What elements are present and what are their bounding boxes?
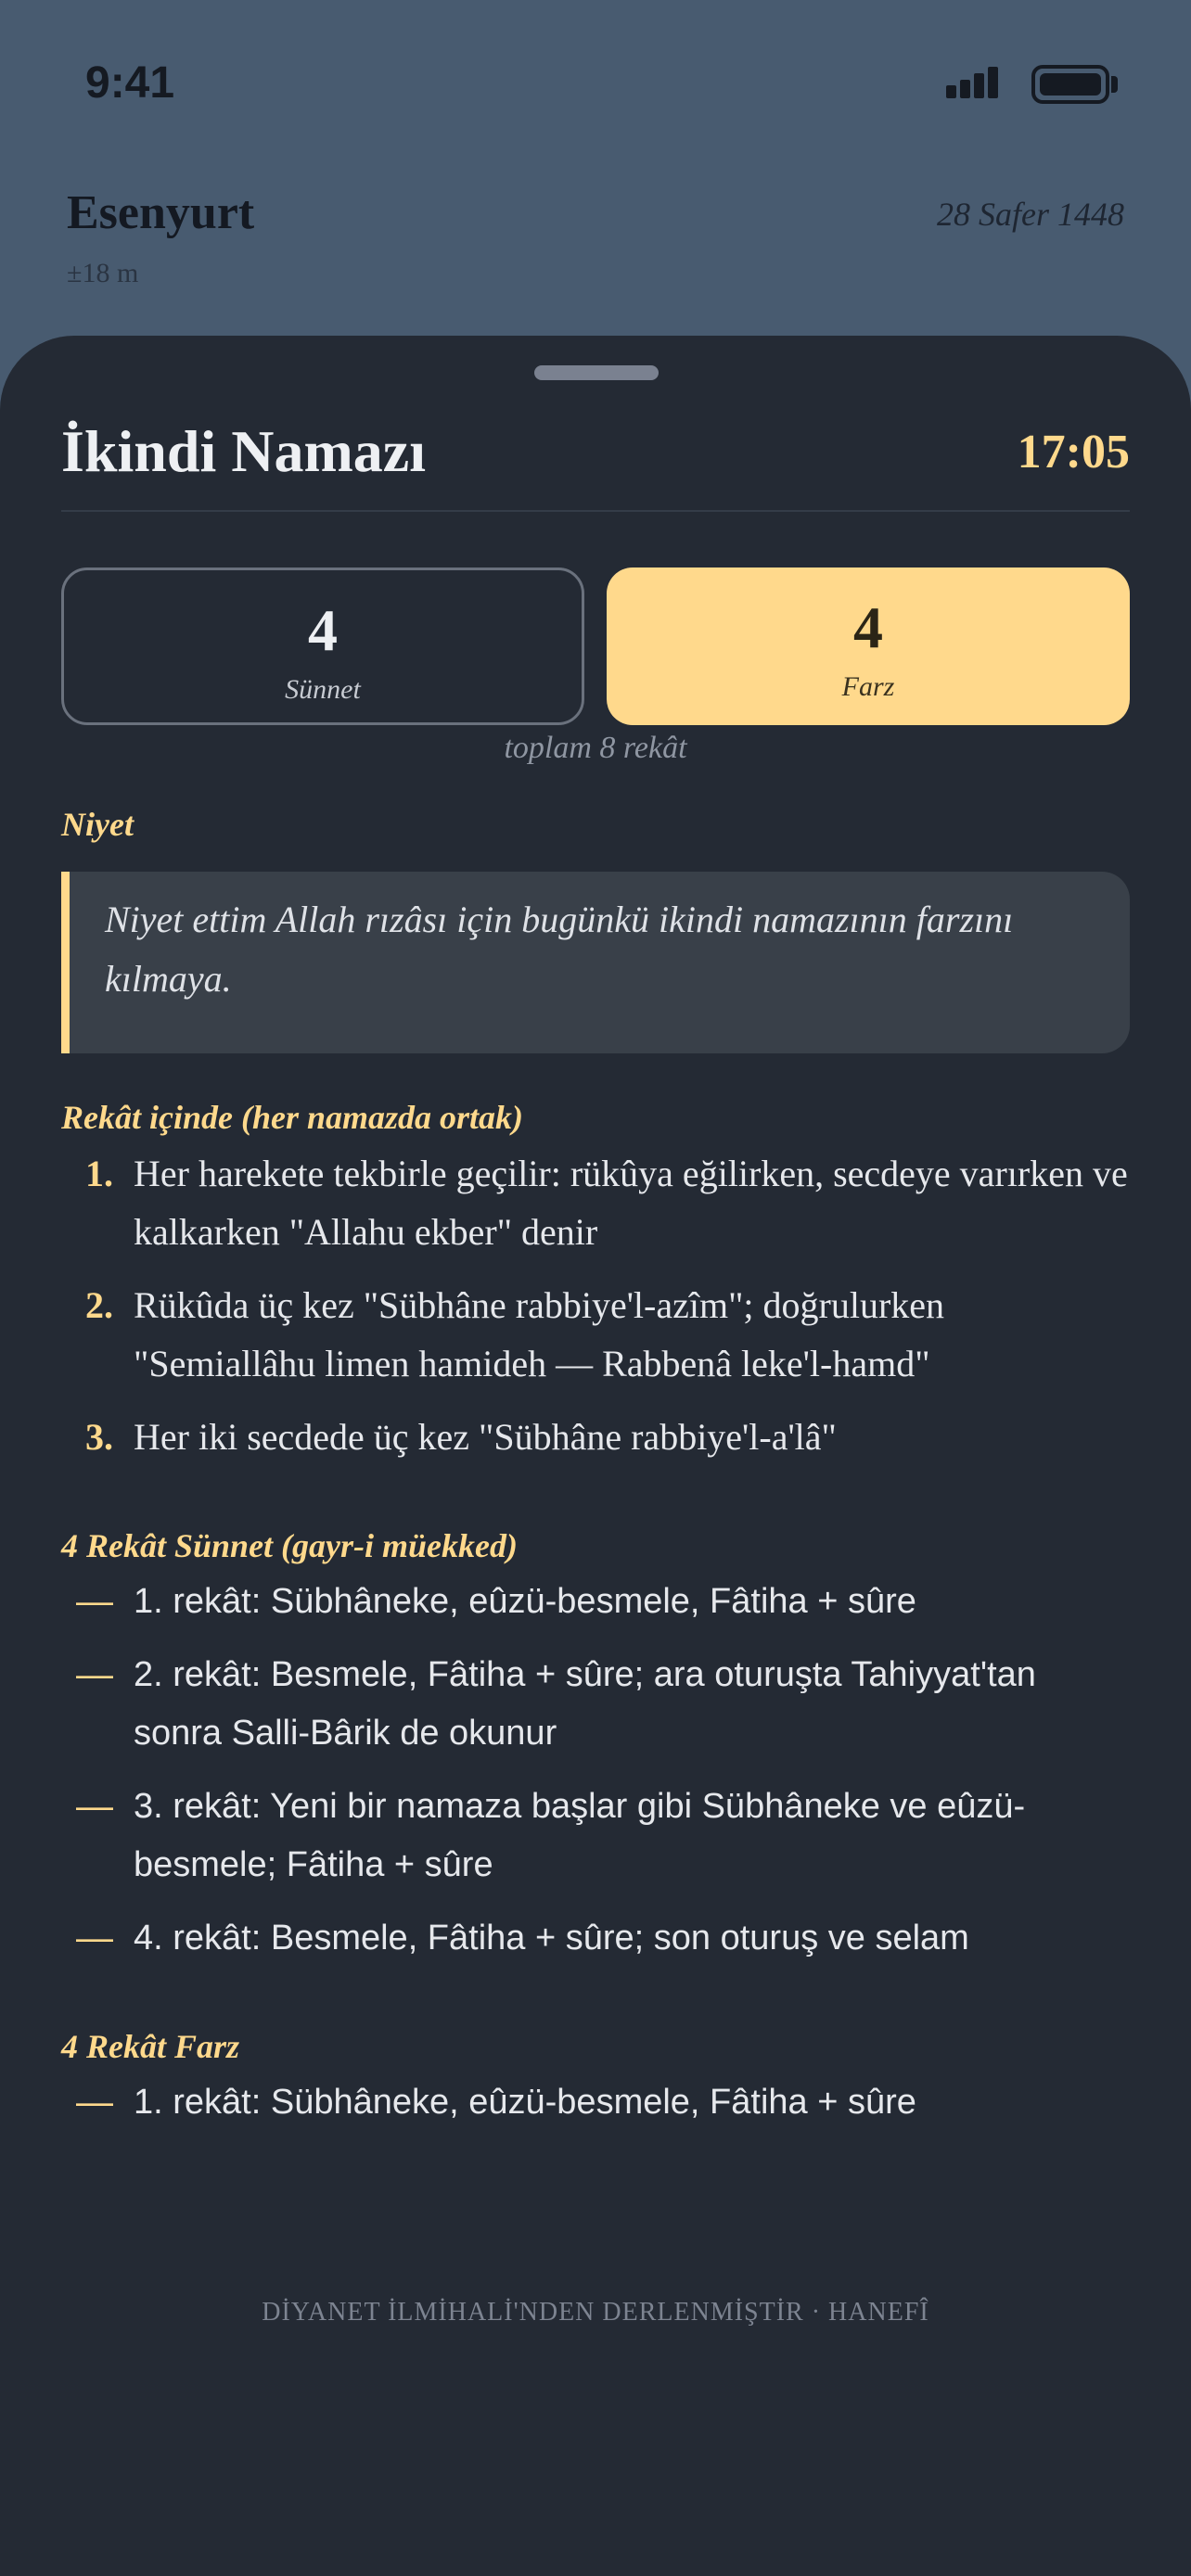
prayer-title: İkindi Namazı (61, 418, 426, 484)
sheet-grabber-handle[interactable] (534, 365, 659, 380)
prayer-time: 17:05 (1017, 426, 1130, 478)
list-dash: — (76, 1786, 113, 1827)
prayer-detail-sheet (0, 336, 1191, 2576)
farz-rakat-count: 4 (853, 594, 883, 660)
list-item (61, 1408, 1128, 1466)
list-item-text: 1. rekât: Sübhâneke, eûzü-besmele, Fâtiha + sûre (134, 1582, 916, 1621)
sunnet-rakat-label: Sünnet (285, 674, 361, 705)
farz-steps-list (61, 2073, 1128, 2147)
list-item-text: Rükûda üç kez "Sübhâne rabbiye'l-azîm"; doğrulurken "Semiallâhu limen hamideh — Rabbenâ leke'l-hamd" (134, 1284, 945, 1384)
list-item-text: Her harekete tekbirle geçilir: rükûya eğilirken, secdeye varırken ve kalkarken "Allahu ekber" denir (134, 1153, 1128, 1253)
source-footer: DİYANET İLMİHALİ'NDEN DERLENMİŞTİR · HANEFÎ (262, 2298, 929, 2327)
list-item-text: 4. rekât: Besmele, Fâtiha + sûre; son oturuş ve selam (134, 1919, 969, 1958)
common-section-title: Rekât içinde (her namazda ortak) (61, 1099, 524, 1136)
status-bar (0, 0, 1191, 167)
list-item (61, 1778, 1128, 1894)
list-item (61, 1276, 1128, 1393)
cellular-signal-icon (946, 65, 1000, 98)
farz-section-title: 4 Rekât Farz (61, 2028, 240, 2065)
list-number: 2. (85, 1284, 113, 1326)
list-dash: — (76, 1654, 113, 1695)
hijri-date: 28 Safer 1448 (937, 196, 1124, 233)
niyet-text: Niyet ettim Allah rızâsı için bugünkü ikindi namazının farzını kılmaya. (105, 899, 1014, 1000)
list-dash: — (76, 2082, 113, 2123)
list-dash: — (76, 1918, 113, 1958)
farz-rakat-label: Farz (841, 671, 895, 702)
list-item (61, 1573, 1128, 1631)
sunnet-steps-list (61, 1573, 1128, 1983)
divider (61, 510, 1130, 512)
list-item (61, 1909, 1128, 1968)
sunnet-rakat-card[interactable] (61, 567, 584, 725)
battery-icon (1031, 65, 1109, 104)
list-number: 1. (85, 1153, 113, 1194)
farz-rakat-card[interactable] (607, 567, 1130, 725)
location-name: Esenyurt (67, 186, 255, 239)
common-steps-list (61, 1144, 1128, 1481)
location-accuracy: ±18 m (67, 258, 139, 288)
list-dash: — (76, 1581, 113, 1622)
list-number: 3. (85, 1416, 113, 1458)
list-item (61, 1646, 1128, 1763)
niyet-title: Niyet (61, 806, 134, 843)
list-item-text: 1. rekât: Sübhâneke, eûzü-besmele, Fâtiha + sûre (134, 2083, 916, 2122)
list-item-text: 2. rekât: Besmele, Fâtiha + sûre; ara oturuşta Tahiyyat'tan sonra Salli-Bârik de okunur (134, 1655, 1036, 1753)
battery-cap (1111, 76, 1118, 93)
status-time: 9:41 (85, 58, 175, 108)
list-item-text: Her iki secdede üç kez "Sübhâne rabbiye'l-a'lâ" (134, 1416, 837, 1458)
niyet-box (61, 872, 1130, 1053)
sunnet-section-title: 4 Rekât Sünnet (gayr-i müekked) (61, 1527, 518, 1564)
sunnet-rakat-count: 4 (308, 597, 338, 663)
list-item-text: 3. rekât: Yeni bir namaza başlar gibi Sübhâneke ve eûzü-besmele; Fâtiha + sûre (134, 1787, 1026, 1884)
list-item (61, 1144, 1128, 1261)
total-rakat: toplam 8 rekât (504, 731, 687, 765)
list-item (61, 2073, 1128, 2132)
